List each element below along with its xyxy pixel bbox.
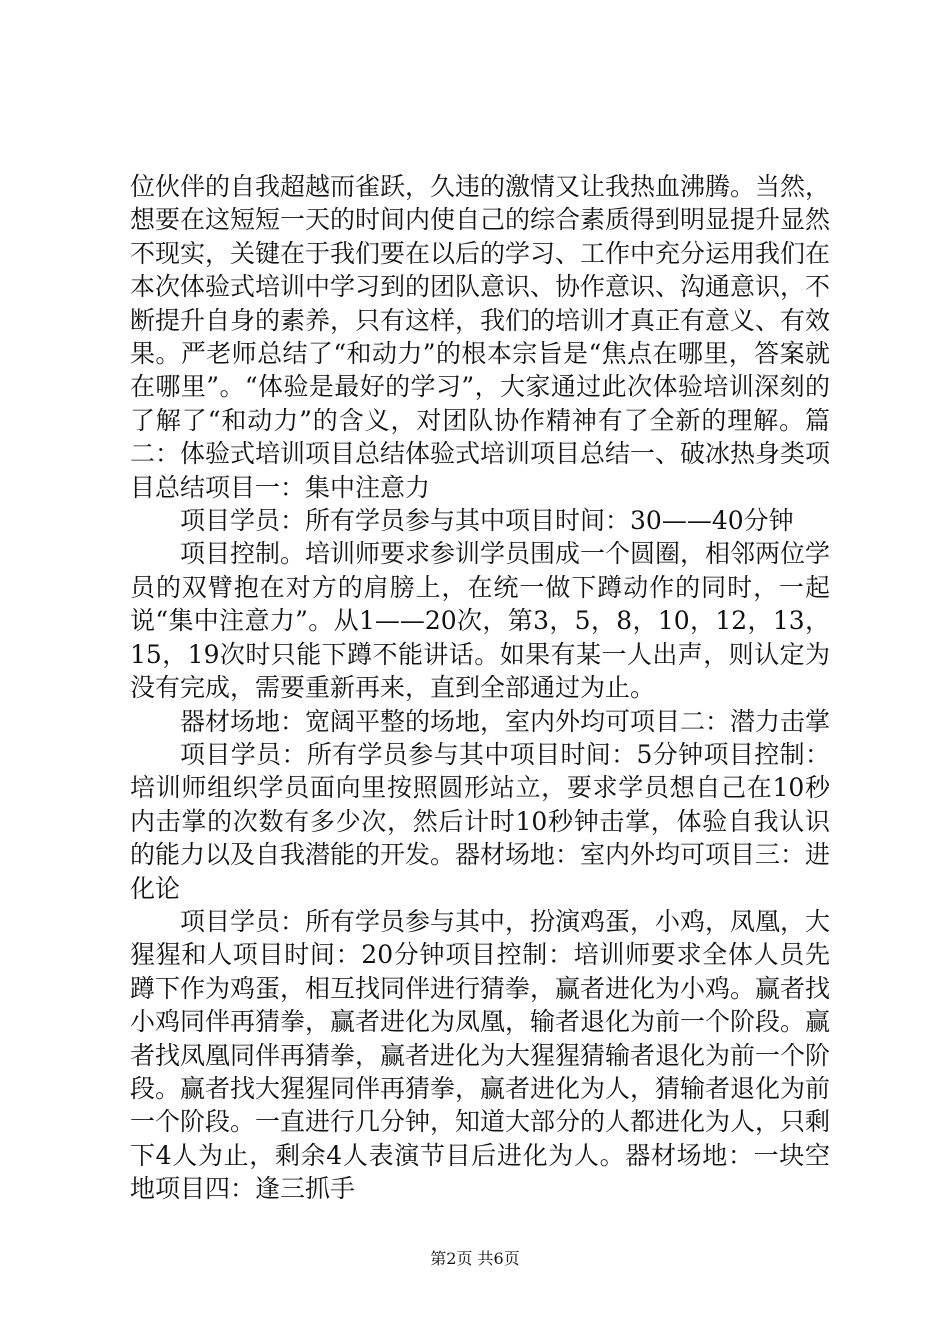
paragraph-3: 项目控制。培训师要求参训学员围成一个圆圈，相邻两位学员的双臂抱在对方的肩膀上，在统一做下蹲动作的同时，一起说“集中注意力”。从1——20次，第3，5，8，10，12，13，15，19次时只能下蹲不能讲话。如果有某一人出声，则认定为没有完成，需要重新再来，直到全部通过为止。 xyxy=(130,539,831,703)
paragraph-6: 项目学员：所有学员参与其中，扮演鸡蛋，小鸡，凤凰，大猩猩和人项目时间：20分钟项目控制：培训师要求全体人员先蹲下作为鸡蛋，相互找同伴进行猜拳，赢者进化为小鸡。赢者找小鸡同伴再猜拳，赢者进化为凤凰，输者退化为前一个阶段。赢者找凤凰同伴再猜拳，赢者进化为大猩猩猜输者退化为前一个阶段。赢者找大猩猩同伴再猜拳，赢者进化为人，猜输者退化为前一个阶段。一直进行几分钟，知道大部分的人都进化为人，只剩下4人为止，剩余4人表演节目后进化为人。器材场地：一块空地项目四：逢三抓手 xyxy=(130,906,831,1204)
document-body xyxy=(130,170,830,1206)
paragraph-1: 位伙伴的自我超越而雀跃，久违的激情又让我热血沸腾。当然，想要在这短短一天的时间内使自己的综合素质得到明显提升显然不现实，关键在于我们要在以后的学习、工作中充分运用我们在本次体验式培训中学习到的团队意识、协作意识、沟通意识，不断提升自身的素养，只有这样，我们的培训才真正有意义、有效果。严老师总结了“和动力”的根本宗旨是“焦点在哪里，答案就在哪里”。“体验是最好的学习”，大家通过此次体验培训深刻的了解了“和动力”的含义，对团队协作精神有了全新的理解。篇二：体验式培训项目总结体验式培训项目总结一、破冰热身类项目总结项目一：集中注意力 xyxy=(130,172,831,502)
paragraph-2: 项目学员：所有学员参与其中项目时间：30——40分钟 xyxy=(180,506,794,536)
page-footer: 第2页 共6页 xyxy=(430,1249,520,1268)
paragraph-5: 项目学员：所有学员参与其中项目时间：5分钟项目控制：培训师组织学员面向里按照圆形站立，要求学员想自己在10秒内击掌的次数有多少次，然后计时10秒钟击掌，体验自我认识的能力以及自我潜能的开发。器材场地：室内外均可项目三：进化论 xyxy=(130,739,831,903)
paragraph-4: 器材场地：宽阔平整的场地，室内外均可项目二：潜力击掌 xyxy=(180,706,831,736)
